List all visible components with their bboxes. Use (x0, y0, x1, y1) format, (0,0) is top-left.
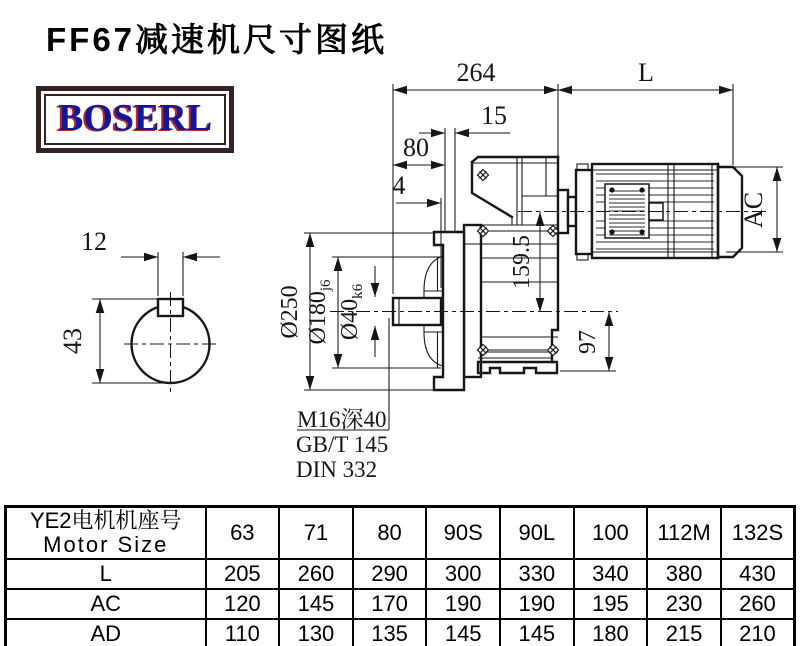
table-cell: 190 (500, 589, 574, 619)
table-cell: 170 (353, 589, 427, 619)
note-gbt: GB/T 145 (296, 432, 389, 457)
dim-159-5-label: 159.5 (509, 235, 535, 289)
motor-size-header-cell (6, 507, 206, 560)
dim-flange-dia-label: Ø250 (277, 285, 303, 339)
table-cell: 330 (500, 559, 574, 589)
column-header: 63 (206, 507, 280, 560)
column-header: 80 (353, 507, 427, 560)
column-header: 90L (500, 507, 574, 560)
table-cell: 300 (426, 559, 500, 589)
table-cell: 260 (279, 559, 353, 589)
table-cell: 210 (721, 619, 795, 646)
dim-AC-label: AC (739, 191, 768, 229)
dim-4-label: 4 (392, 171, 406, 200)
table-cell: 430 (721, 559, 795, 589)
table-cell: 230 (647, 589, 721, 619)
table-cell: 110 (206, 619, 280, 646)
table-cell: 130 (279, 619, 353, 646)
table-cell: 195 (574, 589, 648, 619)
note-din: DIN 332 (296, 457, 378, 482)
bolt-symbol (478, 170, 489, 181)
bolt-symbol (478, 226, 489, 237)
table-cell: 340 (574, 559, 648, 589)
table-cell: 215 (647, 619, 721, 646)
table-row (6, 589, 795, 619)
table-cell: 205 (206, 559, 280, 589)
dim-264-label: 264 (456, 58, 496, 87)
table-cell: 290 (353, 559, 427, 589)
table-row (6, 619, 795, 646)
dim-shaft-dia-label: $Ø40_{k6}$ (337, 283, 366, 341)
row-label: AC (6, 589, 206, 619)
dim-80-label: 80 (403, 133, 429, 162)
table-cell: 145 (279, 589, 353, 619)
motor-dimension-table (4, 505, 796, 646)
column-header: 112M (647, 507, 721, 560)
dimensions (277, 58, 783, 482)
table-row (6, 559, 795, 589)
dim-97-label: 97 (575, 330, 601, 354)
dim-15-label: 15 (481, 101, 507, 130)
column-header: 90S (426, 507, 500, 560)
motor-size-header-en: Motor Size (43, 532, 169, 557)
table-cell: 145 (500, 619, 574, 646)
motor-size-header-cn: YE2电机机座号 (29, 508, 182, 533)
page-title: FF67减速机尺寸图纸 (46, 21, 388, 58)
table-cell: 135 (353, 619, 427, 646)
row-label: L (6, 559, 206, 589)
table-cell: 380 (647, 559, 721, 589)
shaft-cross-section-view (58, 227, 220, 396)
dim-key-width-label: 12 (81, 227, 107, 256)
column-header: 132S (721, 507, 795, 560)
table-cell: 180 (574, 619, 648, 646)
column-header: 100 (574, 507, 648, 560)
column-header: 71 (279, 507, 353, 560)
bolt-symbol (478, 345, 489, 356)
row-label: AD (6, 619, 206, 646)
dim-key-height-label: 43 (58, 328, 87, 354)
note-thread: M16深40 (297, 407, 387, 432)
motor-size-header-row (6, 507, 795, 560)
table-cell: 260 (721, 589, 795, 619)
dim-L-label: L (638, 58, 654, 87)
bolt-symbol (548, 345, 559, 356)
dimension-table-body (6, 559, 795, 646)
table-cell: 190 (426, 589, 500, 619)
brand-logo-text: BOSERL (44, 94, 226, 145)
dim-spigot-dia-label: $Ø180_{j6}$ (305, 279, 334, 345)
table-cell: 145 (426, 619, 500, 646)
table-cell: 120 (206, 589, 280, 619)
